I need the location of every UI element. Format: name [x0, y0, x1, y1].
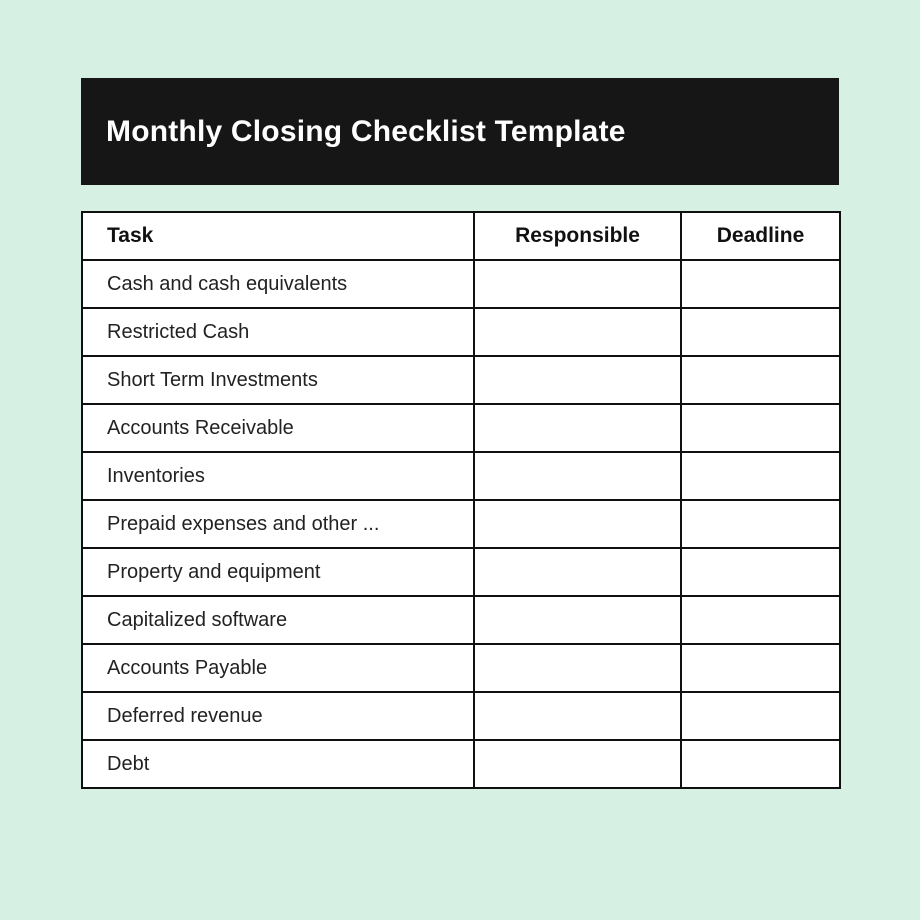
responsible-cell [474, 596, 681, 644]
deadline-cell [681, 644, 840, 692]
table-body [82, 260, 840, 788]
task-cell: Prepaid expenses and other ... [82, 500, 474, 548]
responsible-cell [474, 692, 681, 740]
task-cell: Restricted Cash [82, 308, 474, 356]
responsible-cell [474, 404, 681, 452]
deadline-cell [681, 692, 840, 740]
table-row [82, 644, 840, 692]
responsible-cell [474, 260, 681, 308]
table-row [82, 692, 840, 740]
task-cell: Capitalized software [82, 596, 474, 644]
table-row [82, 260, 840, 308]
column-header-task: Task [82, 212, 474, 260]
deadline-cell [681, 548, 840, 596]
header-row [82, 212, 840, 260]
responsible-cell [474, 500, 681, 548]
responsible-cell [474, 308, 681, 356]
task-cell: Accounts Payable [82, 644, 474, 692]
responsible-cell [474, 644, 681, 692]
deadline-cell [681, 452, 840, 500]
responsible-cell [474, 740, 681, 788]
deadline-cell [681, 740, 840, 788]
deadline-cell [681, 500, 840, 548]
page-title: Monthly Closing Checklist Template [106, 114, 626, 148]
task-cell: Debt [82, 740, 474, 788]
deadline-cell [681, 308, 840, 356]
deadline-cell [681, 404, 840, 452]
table-row [82, 308, 840, 356]
task-cell: Deferred revenue [82, 692, 474, 740]
column-header-responsible: Responsible [474, 212, 681, 260]
table-row [82, 740, 840, 788]
task-cell: Inventories [82, 452, 474, 500]
task-cell: Accounts Receivable [82, 404, 474, 452]
responsible-cell [474, 452, 681, 500]
table-row [82, 548, 840, 596]
deadline-cell [681, 596, 840, 644]
table-row [82, 500, 840, 548]
deadline-cell [681, 356, 840, 404]
responsible-cell [474, 356, 681, 404]
deadline-cell [681, 260, 840, 308]
checklist-table [81, 211, 841, 789]
table-row [82, 452, 840, 500]
responsible-cell [474, 548, 681, 596]
task-cell: Property and equipment [82, 548, 474, 596]
table-row [82, 356, 840, 404]
table-row [82, 404, 840, 452]
title-bar [81, 78, 839, 185]
table-header [82, 212, 840, 260]
task-cell: Short Term Investments [82, 356, 474, 404]
task-cell: Cash and cash equivalents [82, 260, 474, 308]
table-row [82, 596, 840, 644]
column-header-deadline: Deadline [681, 212, 840, 260]
